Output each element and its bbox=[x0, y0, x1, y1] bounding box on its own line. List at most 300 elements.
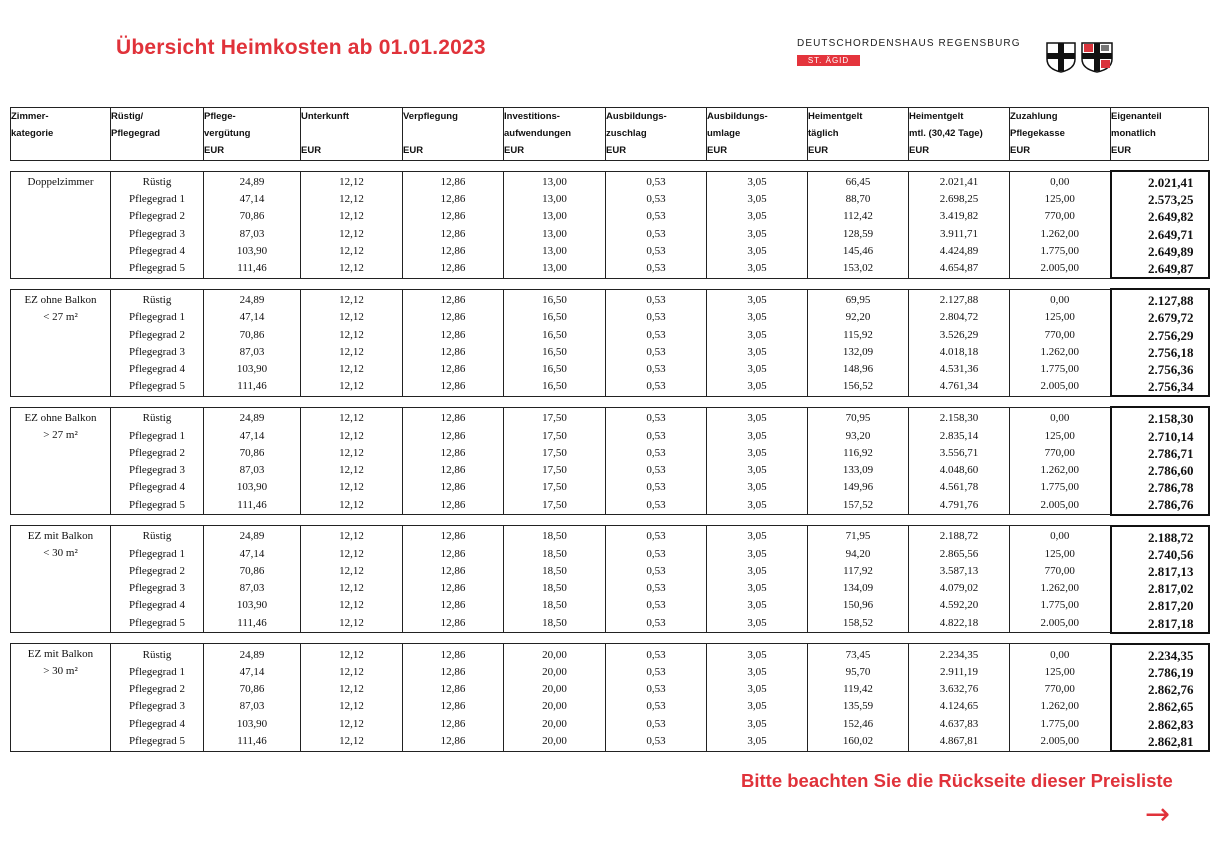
table-cell: 4.048,60 bbox=[909, 462, 1010, 479]
teutonic-cross-shield-icon bbox=[1045, 41, 1077, 73]
table-cell: 3.911,71 bbox=[909, 226, 1010, 243]
table-cell: 0,53 bbox=[606, 208, 707, 225]
cost-table bbox=[10, 107, 1210, 752]
table-cell: 12,86 bbox=[403, 698, 504, 715]
table-cell: 103,90 bbox=[204, 597, 301, 614]
table-cell: 0,53 bbox=[606, 496, 707, 514]
table-cell: 115,92 bbox=[808, 327, 909, 344]
own-share-cell: 2.234,35 bbox=[1111, 644, 1209, 664]
column-header: Ausbildungs- zuschlag EUR bbox=[606, 108, 707, 161]
own-share-cell: 2.756,36 bbox=[1111, 361, 1209, 378]
table-cell: 47,14 bbox=[204, 309, 301, 326]
table-cell: 0,53 bbox=[606, 462, 707, 479]
table-row bbox=[11, 327, 1209, 344]
table-cell: 12,12 bbox=[301, 243, 403, 260]
table-cell: 12,86 bbox=[403, 526, 504, 546]
own-share-cell: 2.740,56 bbox=[1111, 546, 1209, 563]
table-row bbox=[11, 563, 1209, 580]
table-cell: 47,14 bbox=[204, 191, 301, 208]
table-cell: 13,00 bbox=[504, 191, 606, 208]
table-cell: 0,53 bbox=[606, 289, 707, 309]
table-cell: 12,86 bbox=[403, 378, 504, 396]
table-cell: 3,05 bbox=[707, 496, 808, 514]
table-cell: 0,53 bbox=[606, 171, 707, 191]
table-cell: 92,20 bbox=[808, 309, 909, 326]
table-cell: 3,05 bbox=[707, 243, 808, 260]
table-cell: 12,12 bbox=[301, 597, 403, 614]
table-cell: 3.526,29 bbox=[909, 327, 1010, 344]
column-header: Rüstig/ Pflegegrad bbox=[111, 108, 204, 161]
table-cell: 4.761,34 bbox=[909, 378, 1010, 396]
own-share-cell: 2.756,29 bbox=[1111, 327, 1209, 344]
column-header: Heimentgelt mtl. (30,42 Tage) EUR bbox=[909, 108, 1010, 161]
care-level-cell: Pflegegrad 4 bbox=[111, 361, 204, 378]
table-cell: 0,53 bbox=[606, 378, 707, 396]
care-level-cell: Pflegegrad 2 bbox=[111, 681, 204, 698]
table-cell: 770,00 bbox=[1010, 327, 1111, 344]
table-cell: 1.262,00 bbox=[1010, 462, 1111, 479]
table-cell: 2.021,41 bbox=[909, 171, 1010, 191]
table-cell: 66,45 bbox=[808, 171, 909, 191]
table-cell: 4.079,02 bbox=[909, 580, 1010, 597]
table-cell: 12,86 bbox=[403, 615, 504, 633]
own-share-cell: 2.786,60 bbox=[1111, 462, 1209, 479]
care-level-cell: Pflegegrad 1 bbox=[111, 546, 204, 563]
table-cell: 133,09 bbox=[808, 462, 909, 479]
room-category: EZ ohne Balkon > 27 m² bbox=[11, 407, 111, 514]
table-cell: 20,00 bbox=[504, 733, 606, 751]
table-row bbox=[11, 407, 1209, 427]
table-cell: 12,12 bbox=[301, 445, 403, 462]
care-level-cell: Pflegegrad 1 bbox=[111, 664, 204, 681]
care-level-cell: Pflegegrad 5 bbox=[111, 496, 204, 514]
table-cell: 4.822,18 bbox=[909, 615, 1010, 633]
table-cell: 3,05 bbox=[707, 361, 808, 378]
table-cell: 20,00 bbox=[504, 664, 606, 681]
table-row bbox=[11, 615, 1209, 633]
table-cell: 2.804,72 bbox=[909, 309, 1010, 326]
table-cell: 12,12 bbox=[301, 344, 403, 361]
group-separator bbox=[11, 161, 1209, 172]
table-cell: 95,70 bbox=[808, 664, 909, 681]
separator-cell bbox=[11, 515, 1209, 526]
column-header: Zimmer- kategorie bbox=[11, 108, 111, 161]
table-cell: 111,46 bbox=[204, 615, 301, 633]
table-cell: 13,00 bbox=[504, 226, 606, 243]
table-cell: 152,46 bbox=[808, 716, 909, 733]
table-cell: 770,00 bbox=[1010, 208, 1111, 225]
table-cell: 116,92 bbox=[808, 445, 909, 462]
table-row bbox=[11, 580, 1209, 597]
table-cell: 0,53 bbox=[606, 644, 707, 664]
table-cell: 70,86 bbox=[204, 445, 301, 462]
table-cell: 1.262,00 bbox=[1010, 698, 1111, 715]
separator-cell bbox=[11, 278, 1209, 289]
table-cell: 87,03 bbox=[204, 580, 301, 597]
care-level-cell: Pflegegrad 3 bbox=[111, 698, 204, 715]
table-cell: 1.262,00 bbox=[1010, 344, 1111, 361]
table-cell: 3.632,76 bbox=[909, 681, 1010, 698]
table-row bbox=[11, 361, 1209, 378]
table-cell: 148,96 bbox=[808, 361, 909, 378]
care-level-cell: Pflegegrad 2 bbox=[111, 208, 204, 225]
care-level-cell: Pflegegrad 3 bbox=[111, 226, 204, 243]
room-category: EZ mit Balkon > 30 m² bbox=[11, 644, 111, 751]
table-cell: 125,00 bbox=[1010, 428, 1111, 445]
table-cell: 24,89 bbox=[204, 289, 301, 309]
table-cell: 20,00 bbox=[504, 644, 606, 664]
table-cell: 0,53 bbox=[606, 407, 707, 427]
own-share-cell: 2.862,65 bbox=[1111, 698, 1209, 715]
table-cell: 3,05 bbox=[707, 526, 808, 546]
table-cell: 3,05 bbox=[707, 445, 808, 462]
table-cell: 17,50 bbox=[504, 462, 606, 479]
table-cell: 94,20 bbox=[808, 546, 909, 563]
table-row bbox=[11, 226, 1209, 243]
care-level-cell: Pflegegrad 5 bbox=[111, 733, 204, 751]
table-cell: 12,86 bbox=[403, 344, 504, 361]
own-share-cell: 2.649,82 bbox=[1111, 208, 1209, 225]
table-cell: 71,95 bbox=[808, 526, 909, 546]
table-cell: 17,50 bbox=[504, 445, 606, 462]
table-cell: 12,12 bbox=[301, 546, 403, 563]
own-share-cell: 2.021,41 bbox=[1111, 171, 1209, 191]
table-cell: 18,50 bbox=[504, 597, 606, 614]
table-cell: 12,12 bbox=[301, 208, 403, 225]
org-name: DEUTSCHORDENSHAUS REGENSBURG bbox=[797, 38, 1021, 49]
table-cell: 150,96 bbox=[808, 597, 909, 614]
table-cell: 12,12 bbox=[301, 563, 403, 580]
table-cell: 0,53 bbox=[606, 698, 707, 715]
table-cell: 12,86 bbox=[403, 191, 504, 208]
table-cell: 12,12 bbox=[301, 479, 403, 496]
table-cell: 13,00 bbox=[504, 208, 606, 225]
care-level-cell: Rüstig bbox=[111, 407, 204, 427]
table-cell: 3,05 bbox=[707, 698, 808, 715]
arrow-right-icon: → bbox=[1145, 797, 1171, 832]
table-cell: 103,90 bbox=[204, 243, 301, 260]
table-cell: 12,86 bbox=[403, 226, 504, 243]
table-cell: 0,53 bbox=[606, 226, 707, 243]
table-cell: 0,53 bbox=[606, 615, 707, 633]
table-cell: 3,05 bbox=[707, 226, 808, 243]
table-cell: 12,12 bbox=[301, 191, 403, 208]
table-cell: 0,53 bbox=[606, 191, 707, 208]
column-header: Eigenanteil monatlich EUR bbox=[1111, 108, 1209, 161]
table-cell: 103,90 bbox=[204, 479, 301, 496]
table-cell: 4.124,65 bbox=[909, 698, 1010, 715]
table-cell: 119,42 bbox=[808, 681, 909, 698]
table-cell: 2.005,00 bbox=[1010, 260, 1111, 278]
column-header: Zuzahlung Pflegekasse EUR bbox=[1010, 108, 1111, 161]
table-cell: 111,46 bbox=[204, 496, 301, 514]
table-cell: 3,05 bbox=[707, 615, 808, 633]
table-row bbox=[11, 445, 1209, 462]
column-header: Verpflegung EUR bbox=[403, 108, 504, 161]
table-cell: 2.865,56 bbox=[909, 546, 1010, 563]
table-cell: 0,00 bbox=[1010, 289, 1111, 309]
table-cell: 0,53 bbox=[606, 546, 707, 563]
table-cell: 12,86 bbox=[403, 546, 504, 563]
column-header: Ausbildungs- umlage EUR bbox=[707, 108, 808, 161]
table-cell: 12,86 bbox=[403, 445, 504, 462]
table-cell: 3,05 bbox=[707, 681, 808, 698]
table-cell: 145,46 bbox=[808, 243, 909, 260]
table-cell: 18,50 bbox=[504, 526, 606, 546]
own-share-cell: 2.756,18 bbox=[1111, 344, 1209, 361]
group-separator bbox=[11, 278, 1209, 289]
care-level-cell: Pflegegrad 3 bbox=[111, 580, 204, 597]
table-cell: 12,86 bbox=[403, 733, 504, 751]
table-cell: 70,86 bbox=[204, 327, 301, 344]
table-cell: 112,42 bbox=[808, 208, 909, 225]
table-cell: 12,86 bbox=[403, 243, 504, 260]
table-cell: 12,12 bbox=[301, 428, 403, 445]
table-cell: 3,05 bbox=[707, 208, 808, 225]
table-cell: 88,70 bbox=[808, 191, 909, 208]
table-cell: 69,95 bbox=[808, 289, 909, 309]
table-cell: 2.911,19 bbox=[909, 664, 1010, 681]
room-category-group bbox=[11, 171, 1209, 278]
column-header: Heimentgelt täglich EUR bbox=[808, 108, 909, 161]
table-cell: 24,89 bbox=[204, 644, 301, 664]
table-cell: 18,50 bbox=[504, 546, 606, 563]
table-cell: 1.262,00 bbox=[1010, 226, 1111, 243]
table-cell: 12,12 bbox=[301, 644, 403, 664]
table-cell: 70,86 bbox=[204, 681, 301, 698]
table-cell: 2.005,00 bbox=[1010, 496, 1111, 514]
table-cell: 0,00 bbox=[1010, 171, 1111, 191]
own-share-cell: 2.862,76 bbox=[1111, 681, 1209, 698]
column-header: Pflege- vergütung EUR bbox=[204, 108, 301, 161]
own-share-cell: 2.573,25 bbox=[1111, 191, 1209, 208]
own-share-cell: 2.710,14 bbox=[1111, 428, 1209, 445]
table-cell: 156,52 bbox=[808, 378, 909, 396]
table-cell: 2.005,00 bbox=[1010, 733, 1111, 751]
table-cell: 1.775,00 bbox=[1010, 243, 1111, 260]
table-cell: 3.419,82 bbox=[909, 208, 1010, 225]
table-cell: 12,12 bbox=[301, 681, 403, 698]
table-cell: 3,05 bbox=[707, 191, 808, 208]
table-cell: 12,86 bbox=[403, 208, 504, 225]
table-cell: 13,00 bbox=[504, 171, 606, 191]
table-cell: 12,86 bbox=[403, 563, 504, 580]
table-cell: 3,05 bbox=[707, 580, 808, 597]
own-share-cell: 2.786,76 bbox=[1111, 496, 1209, 514]
table-cell: 0,53 bbox=[606, 681, 707, 698]
table-cell: 12,86 bbox=[403, 289, 504, 309]
table-cell: 16,50 bbox=[504, 327, 606, 344]
care-level-cell: Pflegegrad 1 bbox=[111, 191, 204, 208]
table-cell: 2.005,00 bbox=[1010, 378, 1111, 396]
table-cell: 12,86 bbox=[403, 644, 504, 664]
table-cell: 0,53 bbox=[606, 580, 707, 597]
back-page-note: Bitte beachten Sie die Rückseite dieser Preisliste bbox=[741, 770, 1173, 791]
table-cell: 2.158,30 bbox=[909, 407, 1010, 427]
table-cell: 3,05 bbox=[707, 546, 808, 563]
table-cell: 0,53 bbox=[606, 479, 707, 496]
table-cell: 0,53 bbox=[606, 361, 707, 378]
table-cell: 3,05 bbox=[707, 462, 808, 479]
own-share-cell: 2.817,18 bbox=[1111, 615, 1209, 633]
care-level-cell: Pflegegrad 2 bbox=[111, 327, 204, 344]
own-share-cell: 2.862,81 bbox=[1111, 733, 1209, 751]
group-separator bbox=[11, 633, 1209, 644]
own-share-cell: 2.679,72 bbox=[1111, 309, 1209, 326]
table-row bbox=[11, 462, 1209, 479]
table-cell: 0,00 bbox=[1010, 644, 1111, 664]
table-row bbox=[11, 664, 1209, 681]
table-cell: 12,12 bbox=[301, 580, 403, 597]
table-cell: 3,05 bbox=[707, 327, 808, 344]
table-cell: 3,05 bbox=[707, 289, 808, 309]
separator-cell bbox=[11, 161, 1209, 172]
table-cell: 20,00 bbox=[504, 716, 606, 733]
own-share-cell: 2.862,83 bbox=[1111, 716, 1209, 733]
table-cell: 2.835,14 bbox=[909, 428, 1010, 445]
table-cell: 2.127,88 bbox=[909, 289, 1010, 309]
table-cell: 73,45 bbox=[808, 644, 909, 664]
table-cell: 12,86 bbox=[403, 361, 504, 378]
table-cell: 12,12 bbox=[301, 327, 403, 344]
table-cell: 3,05 bbox=[707, 597, 808, 614]
table-cell: 87,03 bbox=[204, 226, 301, 243]
order-coat-of-arms-icon bbox=[1080, 41, 1114, 73]
room-category: EZ ohne Balkon < 27 m² bbox=[11, 289, 111, 396]
table-cell: 3,05 bbox=[707, 716, 808, 733]
table-cell: 12,86 bbox=[403, 327, 504, 344]
table-cell: 3,05 bbox=[707, 664, 808, 681]
table-cell: 12,12 bbox=[301, 260, 403, 278]
table-cell: 3,05 bbox=[707, 260, 808, 278]
table-cell: 12,86 bbox=[403, 260, 504, 278]
table-cell: 157,52 bbox=[808, 496, 909, 514]
table-row bbox=[11, 733, 1209, 751]
table-cell: 0,53 bbox=[606, 309, 707, 326]
table-cell: 12,12 bbox=[301, 309, 403, 326]
care-level-cell: Pflegegrad 3 bbox=[111, 344, 204, 361]
table-cell: 12,86 bbox=[403, 171, 504, 191]
table-cell: 12,12 bbox=[301, 171, 403, 191]
care-level-cell: Rüstig bbox=[111, 644, 204, 664]
own-share-cell: 2.127,88 bbox=[1111, 289, 1209, 309]
table-cell: 16,50 bbox=[504, 289, 606, 309]
separator-cell bbox=[11, 633, 1209, 644]
table-cell: 103,90 bbox=[204, 716, 301, 733]
table-cell: 13,00 bbox=[504, 260, 606, 278]
table-cell: 16,50 bbox=[504, 344, 606, 361]
table-cell: 135,59 bbox=[808, 698, 909, 715]
table-row bbox=[11, 260, 1209, 278]
table-cell: 111,46 bbox=[204, 733, 301, 751]
table-cell: 0,53 bbox=[606, 716, 707, 733]
table-cell: 770,00 bbox=[1010, 445, 1111, 462]
table-row bbox=[11, 171, 1209, 191]
table-cell: 2.188,72 bbox=[909, 526, 1010, 546]
own-share-cell: 2.188,72 bbox=[1111, 526, 1209, 546]
table-cell: 16,50 bbox=[504, 378, 606, 396]
table-row bbox=[11, 208, 1209, 225]
room-category-group bbox=[11, 526, 1209, 633]
table-cell: 13,00 bbox=[504, 243, 606, 260]
table-cell: 3,05 bbox=[707, 344, 808, 361]
table-cell: 3,05 bbox=[707, 309, 808, 326]
own-share-cell: 2.817,13 bbox=[1111, 563, 1209, 580]
table-row bbox=[11, 428, 1209, 445]
table-cell: 20,00 bbox=[504, 698, 606, 715]
care-level-cell: Pflegegrad 4 bbox=[111, 716, 204, 733]
room-category-group bbox=[11, 289, 1209, 396]
table-cell: 3,05 bbox=[707, 479, 808, 496]
table-cell: 117,92 bbox=[808, 563, 909, 580]
table-row bbox=[11, 191, 1209, 208]
table-cell: 125,00 bbox=[1010, 191, 1111, 208]
table-cell: 17,50 bbox=[504, 496, 606, 514]
table-cell: 24,89 bbox=[204, 526, 301, 546]
own-share-cell: 2.786,78 bbox=[1111, 479, 1209, 496]
column-header: Investitions- aufwendungen EUR bbox=[504, 108, 606, 161]
table-cell: 87,03 bbox=[204, 698, 301, 715]
table-cell: 3,05 bbox=[707, 378, 808, 396]
table-row bbox=[11, 597, 1209, 614]
table-cell: 12,12 bbox=[301, 698, 403, 715]
table-cell: 158,52 bbox=[808, 615, 909, 633]
table-cell: 16,50 bbox=[504, 309, 606, 326]
table-row bbox=[11, 243, 1209, 260]
room-category-group bbox=[11, 407, 1209, 514]
table-cell: 12,86 bbox=[403, 716, 504, 733]
table-cell: 12,12 bbox=[301, 407, 403, 427]
table-cell: 12,12 bbox=[301, 361, 403, 378]
care-level-cell: Pflegegrad 5 bbox=[111, 378, 204, 396]
table-cell: 12,12 bbox=[301, 615, 403, 633]
table-cell: 3,05 bbox=[707, 563, 808, 580]
table-cell: 12,86 bbox=[403, 597, 504, 614]
table-cell: 3.556,71 bbox=[909, 445, 1010, 462]
table-row bbox=[11, 344, 1209, 361]
table-cell: 3,05 bbox=[707, 171, 808, 191]
table-cell: 3,05 bbox=[707, 644, 808, 664]
table-cell: 1.775,00 bbox=[1010, 479, 1111, 496]
table-cell: 4.018,18 bbox=[909, 344, 1010, 361]
table-cell: 1.775,00 bbox=[1010, 597, 1111, 614]
table-cell: 103,90 bbox=[204, 361, 301, 378]
org-badge: ST. ÄGID bbox=[797, 55, 860, 66]
table-row bbox=[11, 309, 1209, 326]
table-cell: 12,12 bbox=[301, 716, 403, 733]
table-cell: 4.791,76 bbox=[909, 496, 1010, 514]
table-cell: 0,53 bbox=[606, 526, 707, 546]
table-cell: 47,14 bbox=[204, 428, 301, 445]
table-cell: 1.775,00 bbox=[1010, 361, 1111, 378]
table-cell: 0,53 bbox=[606, 428, 707, 445]
care-level-cell: Pflegegrad 5 bbox=[111, 615, 204, 633]
table-cell: 4.867,81 bbox=[909, 733, 1010, 751]
own-share-cell: 2.756,34 bbox=[1111, 378, 1209, 396]
table-row bbox=[11, 681, 1209, 698]
table-row bbox=[11, 716, 1209, 733]
table-cell: 4.424,89 bbox=[909, 243, 1010, 260]
room-category: Doppelzimmer bbox=[11, 171, 111, 278]
table-row bbox=[11, 526, 1209, 546]
table-cell: 2.698,25 bbox=[909, 191, 1010, 208]
table-cell: 12,12 bbox=[301, 664, 403, 681]
table-cell: 93,20 bbox=[808, 428, 909, 445]
table-cell: 0,00 bbox=[1010, 526, 1111, 546]
table-cell: 24,89 bbox=[204, 171, 301, 191]
table-cell: 0,53 bbox=[606, 563, 707, 580]
table-cell: 12,86 bbox=[403, 580, 504, 597]
